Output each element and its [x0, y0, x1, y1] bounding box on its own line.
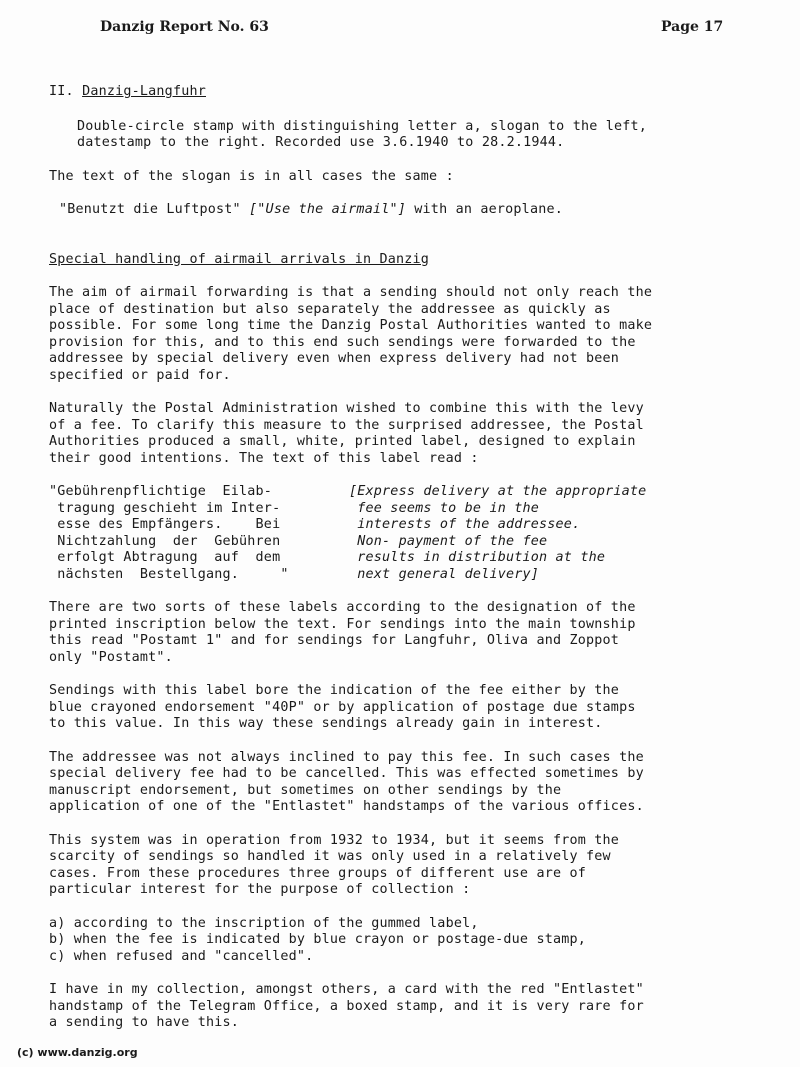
list-item: b) when the fee is indicated by blue crayon or postage-due stamp, — [49, 932, 587, 947]
intro-paragraph: Double-circle stamp with distinguishing letter a, slogan to the left, datestamp to the right. Recorded use 3.6.1940 to 28.2.1944. — [77, 118, 648, 150]
section-title: Danzig-Langfuhr — [82, 84, 206, 99]
page-number: Page 17 — [661, 19, 724, 35]
label-text-german: "Gebührenpflichtige Eilab- tragung geschieht im Inter- esse des Empfängers. Bei Nichtzahlung der Gebühren erfolgt Abtragung auf dem nächsten Bestellgang. " — [49, 484, 289, 582]
copyright-footer: (c) www.danzig.org — [17, 1046, 138, 1059]
section-number: II. — [49, 84, 74, 99]
slogan-german: "Benutzt die Luftpost" — [59, 202, 250, 217]
paragraph-collection: I have in my collection, amongst others, a card with the red "Entlastet" handstamp of the Telegram Office, a boxed stamp, and it is very rare for a sending to have this. — [49, 982, 644, 1030]
label-text-block — [49, 484, 779, 583]
paragraph-fee-indication: Sendings with this label bore the indication of the fee either by the blue crayoned endorsement "40P" or by application of postage due stamps to this value. In this way these sendings already gain in interest. — [49, 683, 636, 731]
slogan-rest: with an aeroplane. — [406, 202, 563, 217]
paragraph-administration: Naturally the Postal Administration wished to combine this with the levy of a fee. To clarify this measure to the surprised addressee, the Postal Authorities produced a small, white, printed label, designed to explain their good intentions. The text of this label read : — [49, 401, 644, 466]
paragraph-addressee: The addressee was not always inclined to pay this fee. In such cases the special delivery fee had to be cancelled. This was effected sometimes by manuscript endorsement, but sometimes on other sendings by the application of one of the "Entlastet" handstamps of the various offices. — [49, 749, 644, 814]
document-body — [49, 84, 779, 1032]
label-text-english: [Express delivery at the appropriate fee seems to be in the interests of the addressee. Non- payment of the fee results in distribution at the next general delivery] — [349, 484, 647, 582]
report-title: Danzig Report No. 63 — [100, 19, 269, 35]
collection-groups-list — [49, 916, 779, 966]
section-heading — [49, 84, 779, 101]
slogan-line — [59, 202, 779, 219]
paragraph-system: This system was in operation from 1932 to 1934, but it seems from the scarcity of sendings so handled it was only used in a relatively few cases. From these procedures three groups of different use are of particular interest for the purpose of collection : — [49, 832, 620, 897]
slogan-sentence: The text of the slogan is in all cases the same : — [49, 168, 454, 184]
paragraph-aim: The aim of airmail forwarding is that a sending should not only reach the place of destination but also separately the addressee as quickly as possible. For some long time the Danzig Postal Authorities wanted to make provision for this, and to this end such sendings were forwarded to the addressee by special delivery even when express delivery had not been specified or paid for. — [49, 285, 653, 383]
slogan-english: ["Use the airmail"] — [249, 202, 407, 217]
list-item: c) when refused and "cancelled". — [49, 948, 314, 964]
list-item: a) according to the inscription of the gummed label, — [49, 915, 479, 931]
paragraph-label-sorts: There are two sorts of these labels according to the designation of the printed inscription below the text. For sendings into the main township this read "Postamt 1" and for sendings for Langfuhr, Oliva and Zoppot only "Postamt". — [49, 600, 636, 665]
special-handling-heading: Special handling of airmail arrivals in Danzig — [49, 251, 430, 267]
